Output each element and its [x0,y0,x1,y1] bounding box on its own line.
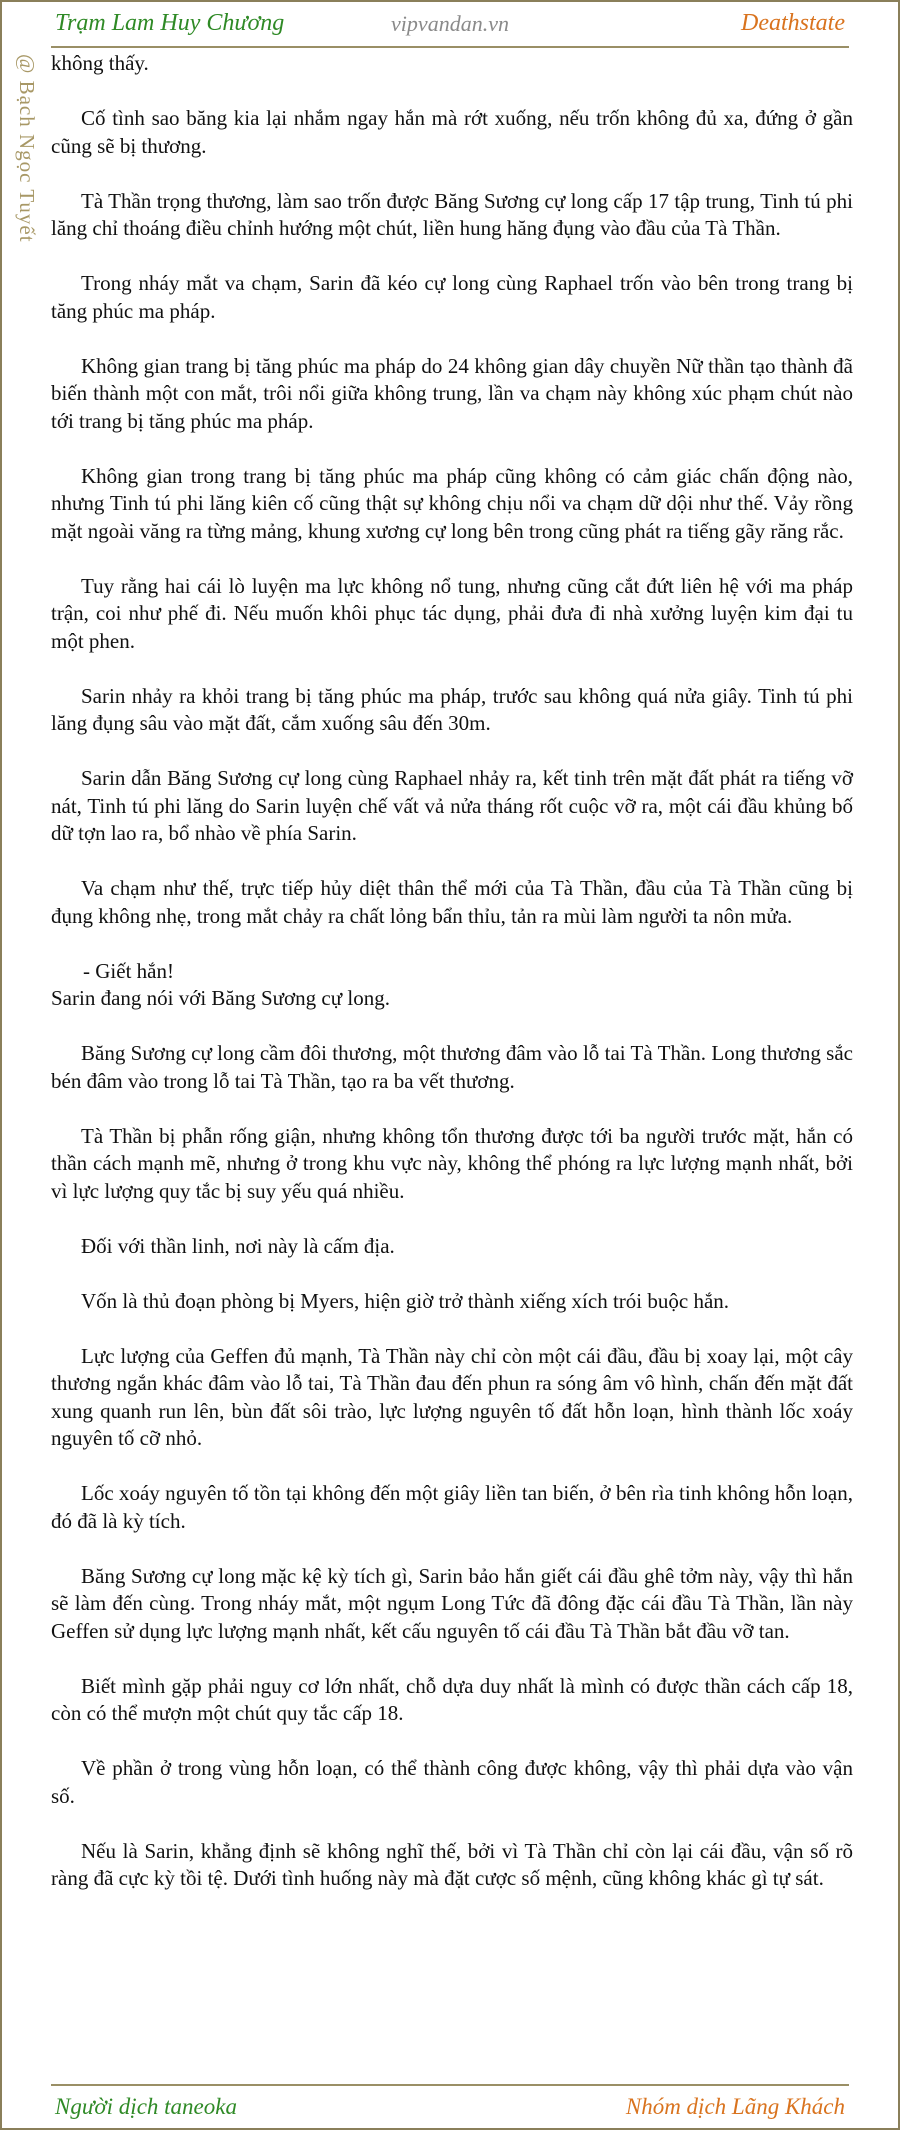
paragraph: Cố tình sao băng kia lại nhắm ngay hắn mà rớt xuống, nếu trốn không đủ xa, đứng ở gần cũng sẽ bị thương. [51,106,853,158]
paragraph: Băng Sương cự long cầm đôi thương, một thương đâm vào lỗ tai Tà Thần. Long thương sắc bén đâm vào trong lỗ tai Tà Thần, tạo ra ba vết thương. [51,1041,853,1093]
paragraph: Nếu là Sarin, khẳng định sẽ không nghĩ thế, bởi vì Tà Thần chỉ còn lại cái đầu, vận số rõ ràng đã cực kỳ tồi tệ. Dưới tình huống này mà đặt cược số mệnh, cũng không khác gì tự sát. [51,1838,853,1890]
paragraph: Sarin đang nói với Băng Sương cự long. [51,986,390,1010]
paragraph: Đối với thần linh, nơi này là cấm địa. [81,1233,395,1258]
paragraph: Biết mình gặp phải nguy cơ lớn nhất, chỗ dựa duy nhất là mình có được thần cách cấp 18, còn có thể mượn một chút quy tắc cấp 18. [51,1673,853,1725]
paragraph: Lực lượng của Geffen đủ mạnh, Tà Thần này chỉ còn một cái đầu, đầu bị xoay lại, một cây thương ngắn khác đâm vào lỗ tai, Tà Thần đau đến phun ra sóng âm vô hình, chấn đến mặt đất xung quanh run lên, bùn đất sôi trào, lực lượng nguyên tố đất hỗn loạn, hình thành lốc xoáy nguyên tố cỡ nhỏ. [51,1343,853,1450]
paragraph: Va chạm như thế, trực tiếp hủy diệt thân thể mới của Tà Thần, đầu của Tà Thần cũng bị đụng không nhẹ, trong mắt chảy ra chất lỏng bẩn thỉu, tản ra mùi làm người ta nôn mửa. [51,876,853,928]
chapter-body [51,50,853,1920]
paragraph: Về phần ở trong vùng hỗn loạn, có thể thành công được không, vậy thì phải dựa vào vận số. [51,1756,853,1808]
page-footer [51,2084,849,2130]
paragraph: Băng Sương cự long mặc kệ kỳ tích gì, Sarin bảo hắn giết cái đầu ghê tởm này, vậy thì hắn sẽ làm đến cùng. Trong nháy mắt, một ngụm Long Tức đã đông đặc cái đầu Tà Thần, lần này Geffen sử dụng lực lượng mạnh nhất, kết cấu nguyên tố cái đầu Tà Thần bắt đầu vỡ tan. [51,1563,853,1643]
sidebar-credit: @ Bạch Ngọc Tuyết [15,54,39,243]
paragraph: Vốn là thủ đoạn phòng bị Myers, hiện giờ trở thành xiếng xích trói buộc hắn. [81,1288,730,1313]
paragraph: Sarin dẫn Băng Sương cự long cùng Raphael nhảy ra, kết tinh trên mặt đất phát ra tiếng vỡ nát, Tinh tú phi lăng do Sarin luyện chế vất vả nửa tháng rốt cuộc vỡ ra, một cái đầu khủng bố dữ tợn lao ra, bổ nhào về phía Sarin. [51,766,853,845]
paragraph: Không gian trong trang bị tăng phúc ma pháp cũng không có cảm giác chấn động nào, nhưng Tinh tú phi lăng kiên cố cũng thật sự không chịu nổi va chạm dữ dội như thế. Vảy rồng mặt ngoài văng ra từng mảng, khung xương cự long bên trong cũng phát ra tiếng gãy răng rắc. [51,463,853,543]
footer-group: Nhóm dịch Lãng Khách [625,2094,845,2119]
header-website: vipvandan.vn [391,11,509,36]
paragraph: Trong nháy mắt va chạm, Sarin đã kéo cự long cùng Raphael trốn vào bên trong trang bị tăng phúc ma pháp. [51,271,853,323]
dialogue-line: - Giết hắn! [83,958,174,983]
paragraph: Sarin nhảy ra khỏi trang bị tăng phúc ma pháp, trước sau không quá nửa giây. Tinh tú phi lăng đụng sâu vào mặt đất, cắm xuống sâu đến 30m. [51,683,853,735]
paragraph: Tà Thần trọng thương, làm sao trốn được Băng Sương cự long cấp 17 tập trung, Tinh tú phi lăng chỉ thoáng điều chỉnh hướng một chút, liền hung hăng đụng vào đầu của Tà Thần. [51,188,853,240]
page-header [51,2,849,48]
footer-translator: Người dịch taneoka [55,2094,237,2119]
paragraph: Tà Thần bị phẫn rống giận, nhưng không tổn thương được tới ba người trước mặt, hắn có thần cách mạnh mẽ, nhưng ở trong khu vực này, không thể phóng ra lực lượng mạnh nhất, bởi vì lực lượng quy tắc bị suy yếu quá nhiều. [51,1123,853,1203]
header-author: Deathstate [741,10,845,36]
paragraph: không thấy. [51,51,149,75]
paragraph: Lốc xoáy nguyên tố tồn tại không đến một giây liền tan biến, ở bên rìa tinh không hỗn loạn, đó đã là kỳ tích. [51,1481,853,1533]
header-site-name: Trạm Lam Huy Chương [55,10,285,36]
paragraph: Tuy rằng hai cái lò luyện ma lực không nổ tung, nhưng cũng cắt đứt liên hệ với ma pháp trận, coi như phế đi. Nếu muốn khôi phục tác dụng, phải đưa đi nhà xưởng luyện kim đại tu một phen. [51,573,853,653]
paragraph: Không gian trang bị tăng phúc ma pháp do 24 không gian dây chuyền Nữ thần tạo thành đã biến thành một con mắt, trôi nổi giữa không trung, lần va chạm này không xúc phạm chút nào tới trang bị tăng phúc ma pháp. [51,353,853,433]
